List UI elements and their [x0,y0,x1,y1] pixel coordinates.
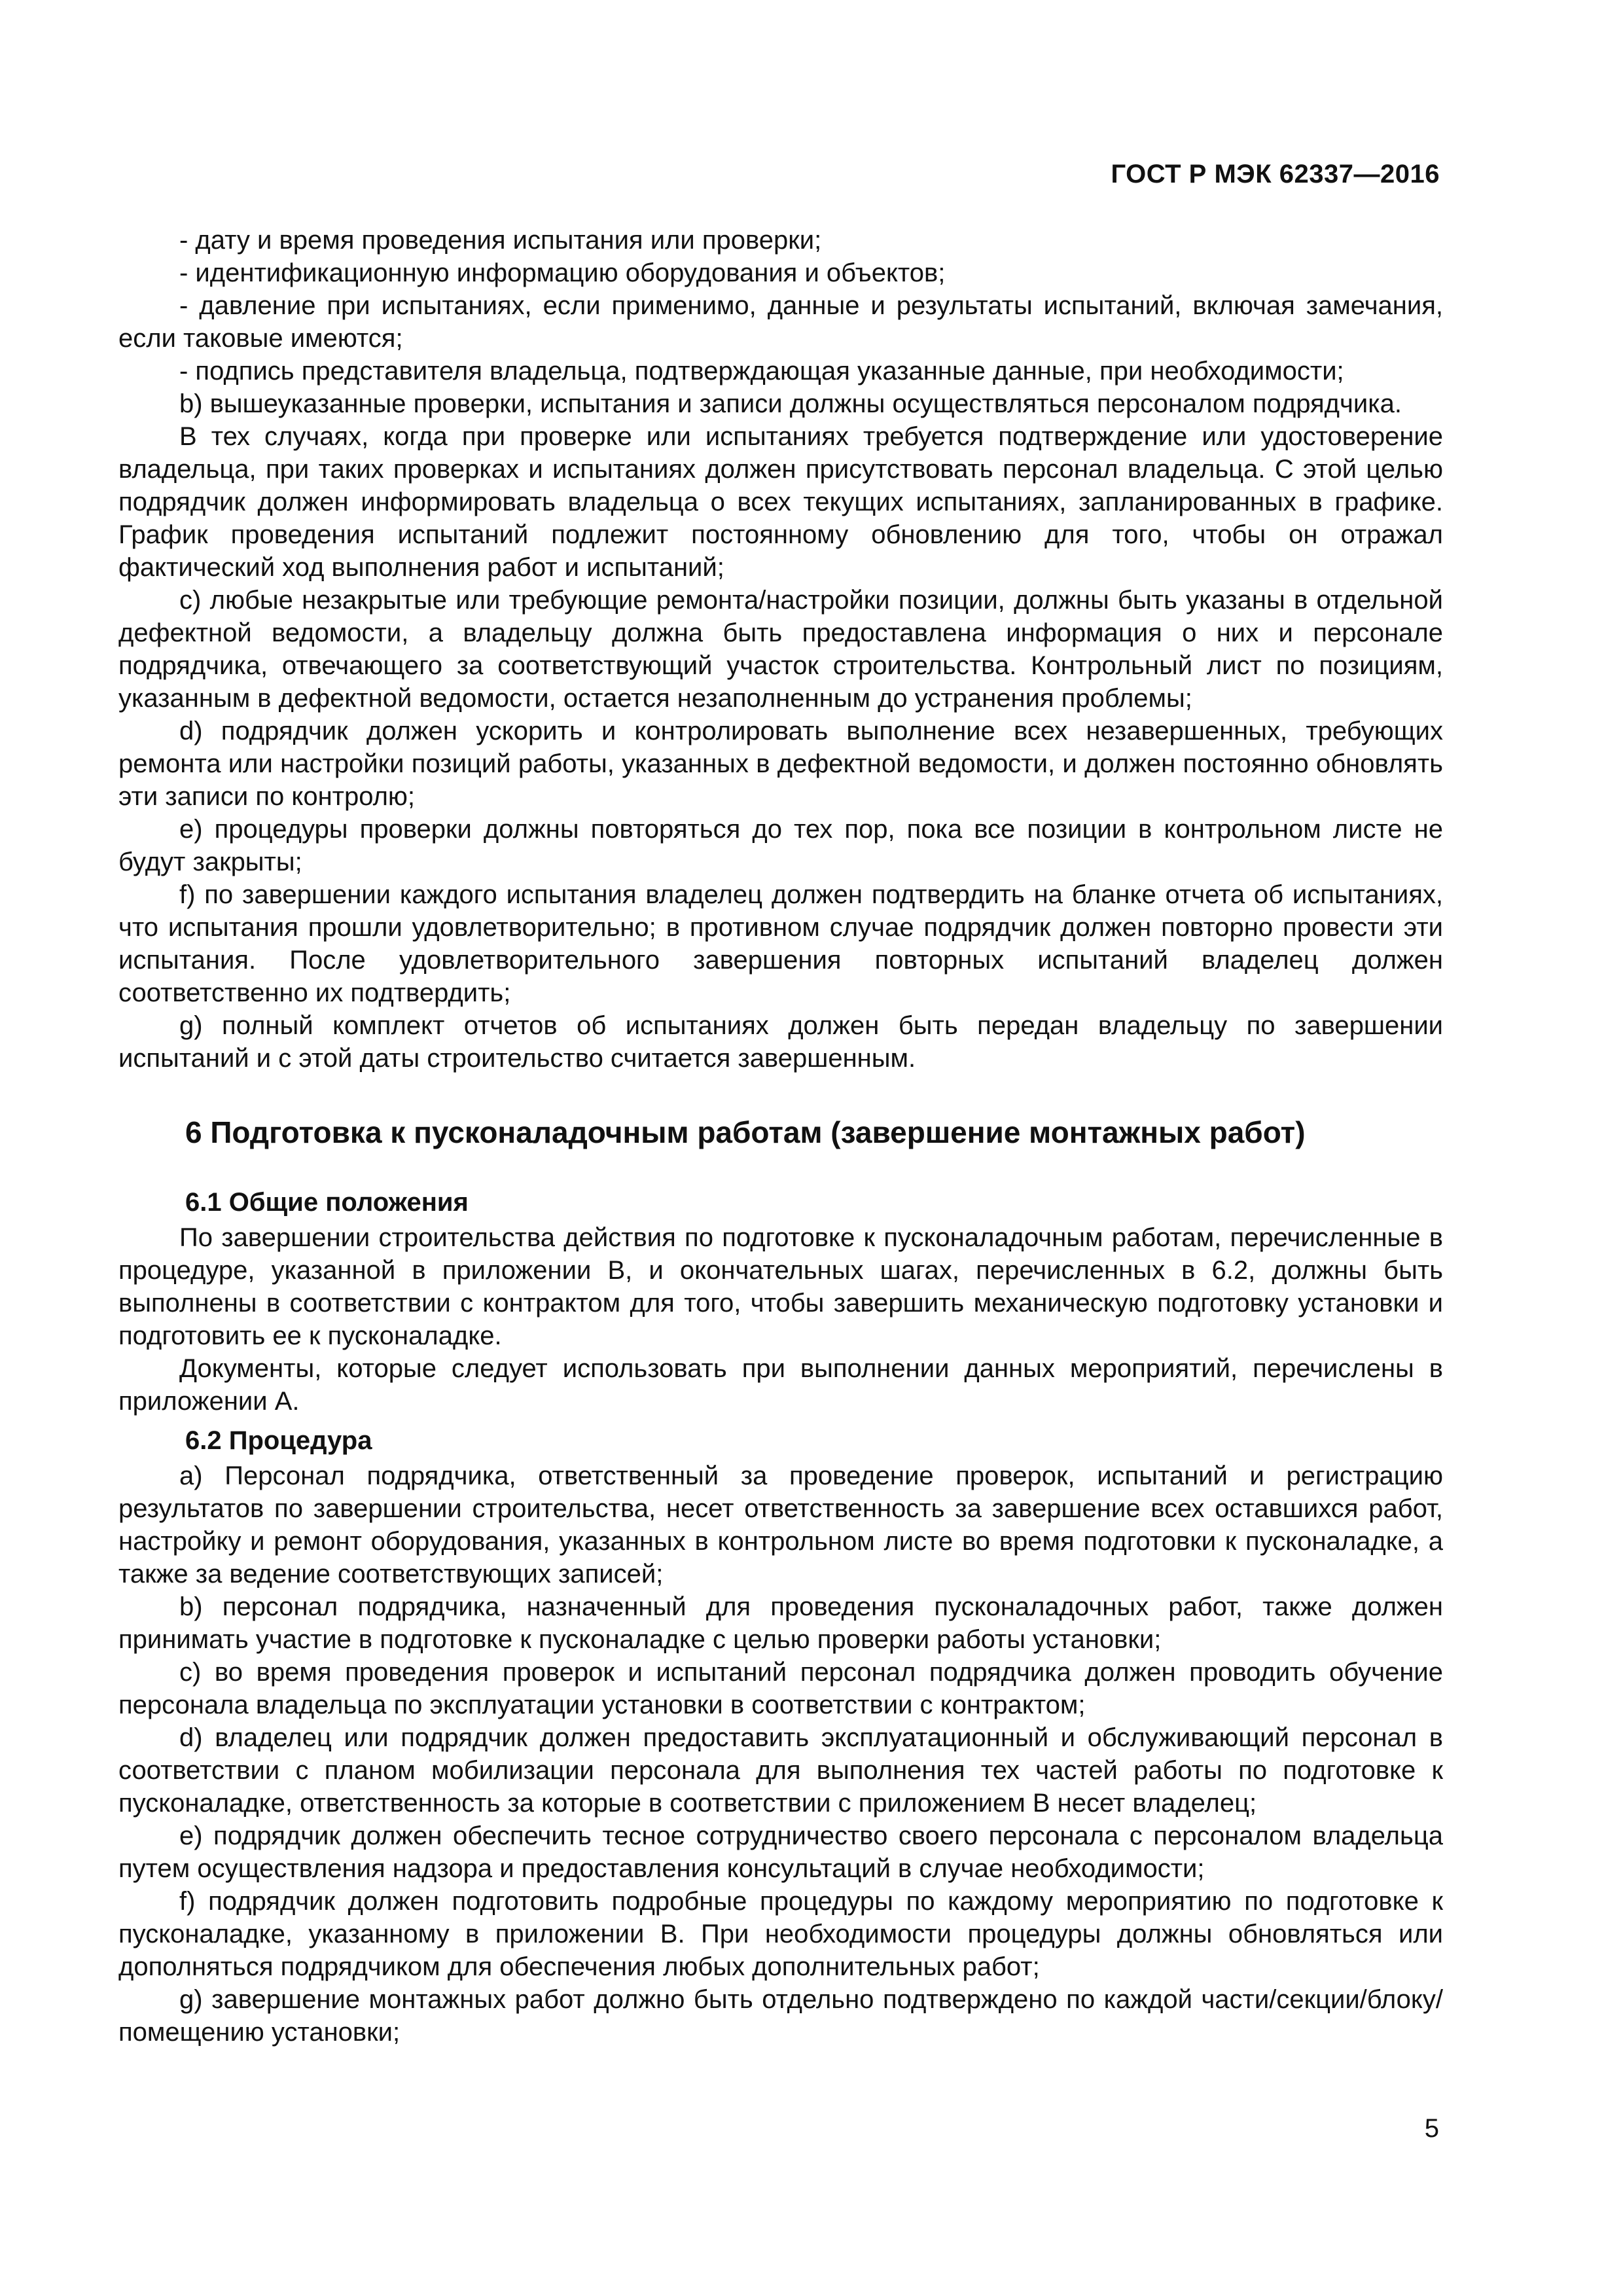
page-number: 5 [1424,2114,1439,2143]
section-6-2-item-f: f) подрядчик должен подготовить подробные процедуры по каждому мероприятию по подготовке к пусконаладке, указанному в приложении B. При необходимости процедуры должны обновляться или дополняться подрядчиком для обеспечения любых дополнительных работ; [118,1887,1443,1981]
item-e-repeat-checks: e) процедуры проверки должны повторяться до тех пор, пока все позиции в контрольном листе не будут закрыты; [118,815,1443,876]
section-6-1-paragraph: Документы, которые следует использовать при выполнении данных мероприятий, перечислены в приложении A. [118,1354,1443,1416]
section-6-heading: 6 Подготовка к пусконаладочным работам (завершение монтажных работ) [185,1115,1306,1149]
section-6-1-paragraph: По завершении строительства действия по подготовке к пусконаладочным работам, перечисленные в процедуре, указанной в приложении B, и окончательных шагах, перечисленных в 6.2, должны быть выполнены в соответствии с контрактом для того, чтобы завершить механическую подготовку установки и подготовить ее к пусконаладке. [118,1223,1443,1350]
section-6-2-item-c: c) во время проведения проверок и испытаний персонал подрядчика должен проводить обучение персонала владельца по эксплуатации установки в соответствии с контрактом; [118,1658,1443,1719]
list-item-identification: - идентификационную информацию оборудования и объектов; [179,259,946,287]
list-item-pressure: - давление при испытаниях, если применимо, данные и результаты испытаний, включая замечания, если таковые имеются; [118,291,1443,353]
item-g-test-reports: g) полный комплект отчетов об испытаниях должен быть передан владельцу по завершении испытаний и с этой даты строительство считается завершенным. [118,1011,1443,1073]
document-body [118,224,1443,2049]
list-item-date-time: - дату и время проведения испытания или проверки; [179,226,822,255]
paragraph-owner-presence: В тех случаях, когда при проверке или испытаниях требуется подтверждение или удостоверение владельца, при таких проверках и испытаниях должен присутствовать персонал владельца. С этой целью подрядчик должен информировать владельца о всех текущих испытаниях, запланированных в графике. График проведения испытаний подлежит постоянному обновлению для того, чтобы он отражал фактический ход выполнения работ и испытаний; [118,422,1443,582]
item-f-test-confirmation: f) по завершении каждого испытания владелец должен подтвердить на бланке отчета об испытаниях, что испытания прошли удовлетворительно; в противном случае подрядчик должен повторно провести эти испытания. После удовлетворительного завершения повторных испытаний владелец должен соответственно их подтвердить; [118,880,1443,1007]
section-6-2-heading: 6.2 Процедура [185,1426,372,1455]
section-6-1-heading: 6.1 Общие положения [185,1188,469,1217]
section-6-2-item-a: a) Персонал подрядчика, ответственный за проведение проверок, испытаний и регистрацию результатов по завершении строительства, несет ответственность за завершение всех оставшихся работ, настройку и ремонт оборудования, указанных в контрольном листе во время подготовки к пусконаладке, а также за ведение соответствующих записей; [118,1462,1443,1588]
item-c-defect-list: c) любые незакрытые или требующие ремонта/настройки позиции, должны быть указаны в отдельной дефектной ведомости, а владельцу должна быть предоставлена информация о них и персонале подрядчика, отвечающего за соответствующий участок строительства. Контрольный лист по позициям, указанным в дефектной ведомости, остается незаполненным до устранения проблемы; [118,586,1443,713]
section-6-2-item-e: e) подрядчик должен обеспечить тесное сотрудничество своего персонала с персоналом владельца путем осуществления надзора и предоставления консультаций в случае необходимости; [118,1821,1443,1883]
section-6-2-item-g: g) завершение монтажных работ должно быть отдельно подтверждено по каждой части/секции/блоку/помещению установки; [118,1985,1443,2047]
item-b-contractor-personnel: b) вышеуказанные проверки, испытания и записи должны осуществляться персоналом подрядчика. [179,389,1402,418]
section-6-2-item-b: b) персонал подрядчика, назначенный для проведения пусконаладочных работ, также должен принимать участие в подготовке к пусконаладке с целью проверки работы установки; [118,1592,1443,1654]
section-6-2-item-d: d) владелец или подрядчик должен предоставить эксплуатационный и обслуживающий персонал в соответствии с планом мобилизации персонала для выполнения тех частей работы по подготовке к пусконаладке, ответственность за которые в соответствии с приложением B несет владелец; [118,1723,1443,1818]
list-item-signature: - подпись представителя владельца, подтверждающая указанные данные, при необходимости; [179,357,1344,386]
document-header: ГОСТ Р МЭК 62337—2016 [1111,160,1440,188]
item-d-expedite: d) подрядчик должен ускорить и контролировать выполнение всех незавершенных, требующих ремонта или настройки позиций работы, указанных в дефектной ведомости, и должен постоянно обновлять эти записи по контролю; [118,717,1443,811]
